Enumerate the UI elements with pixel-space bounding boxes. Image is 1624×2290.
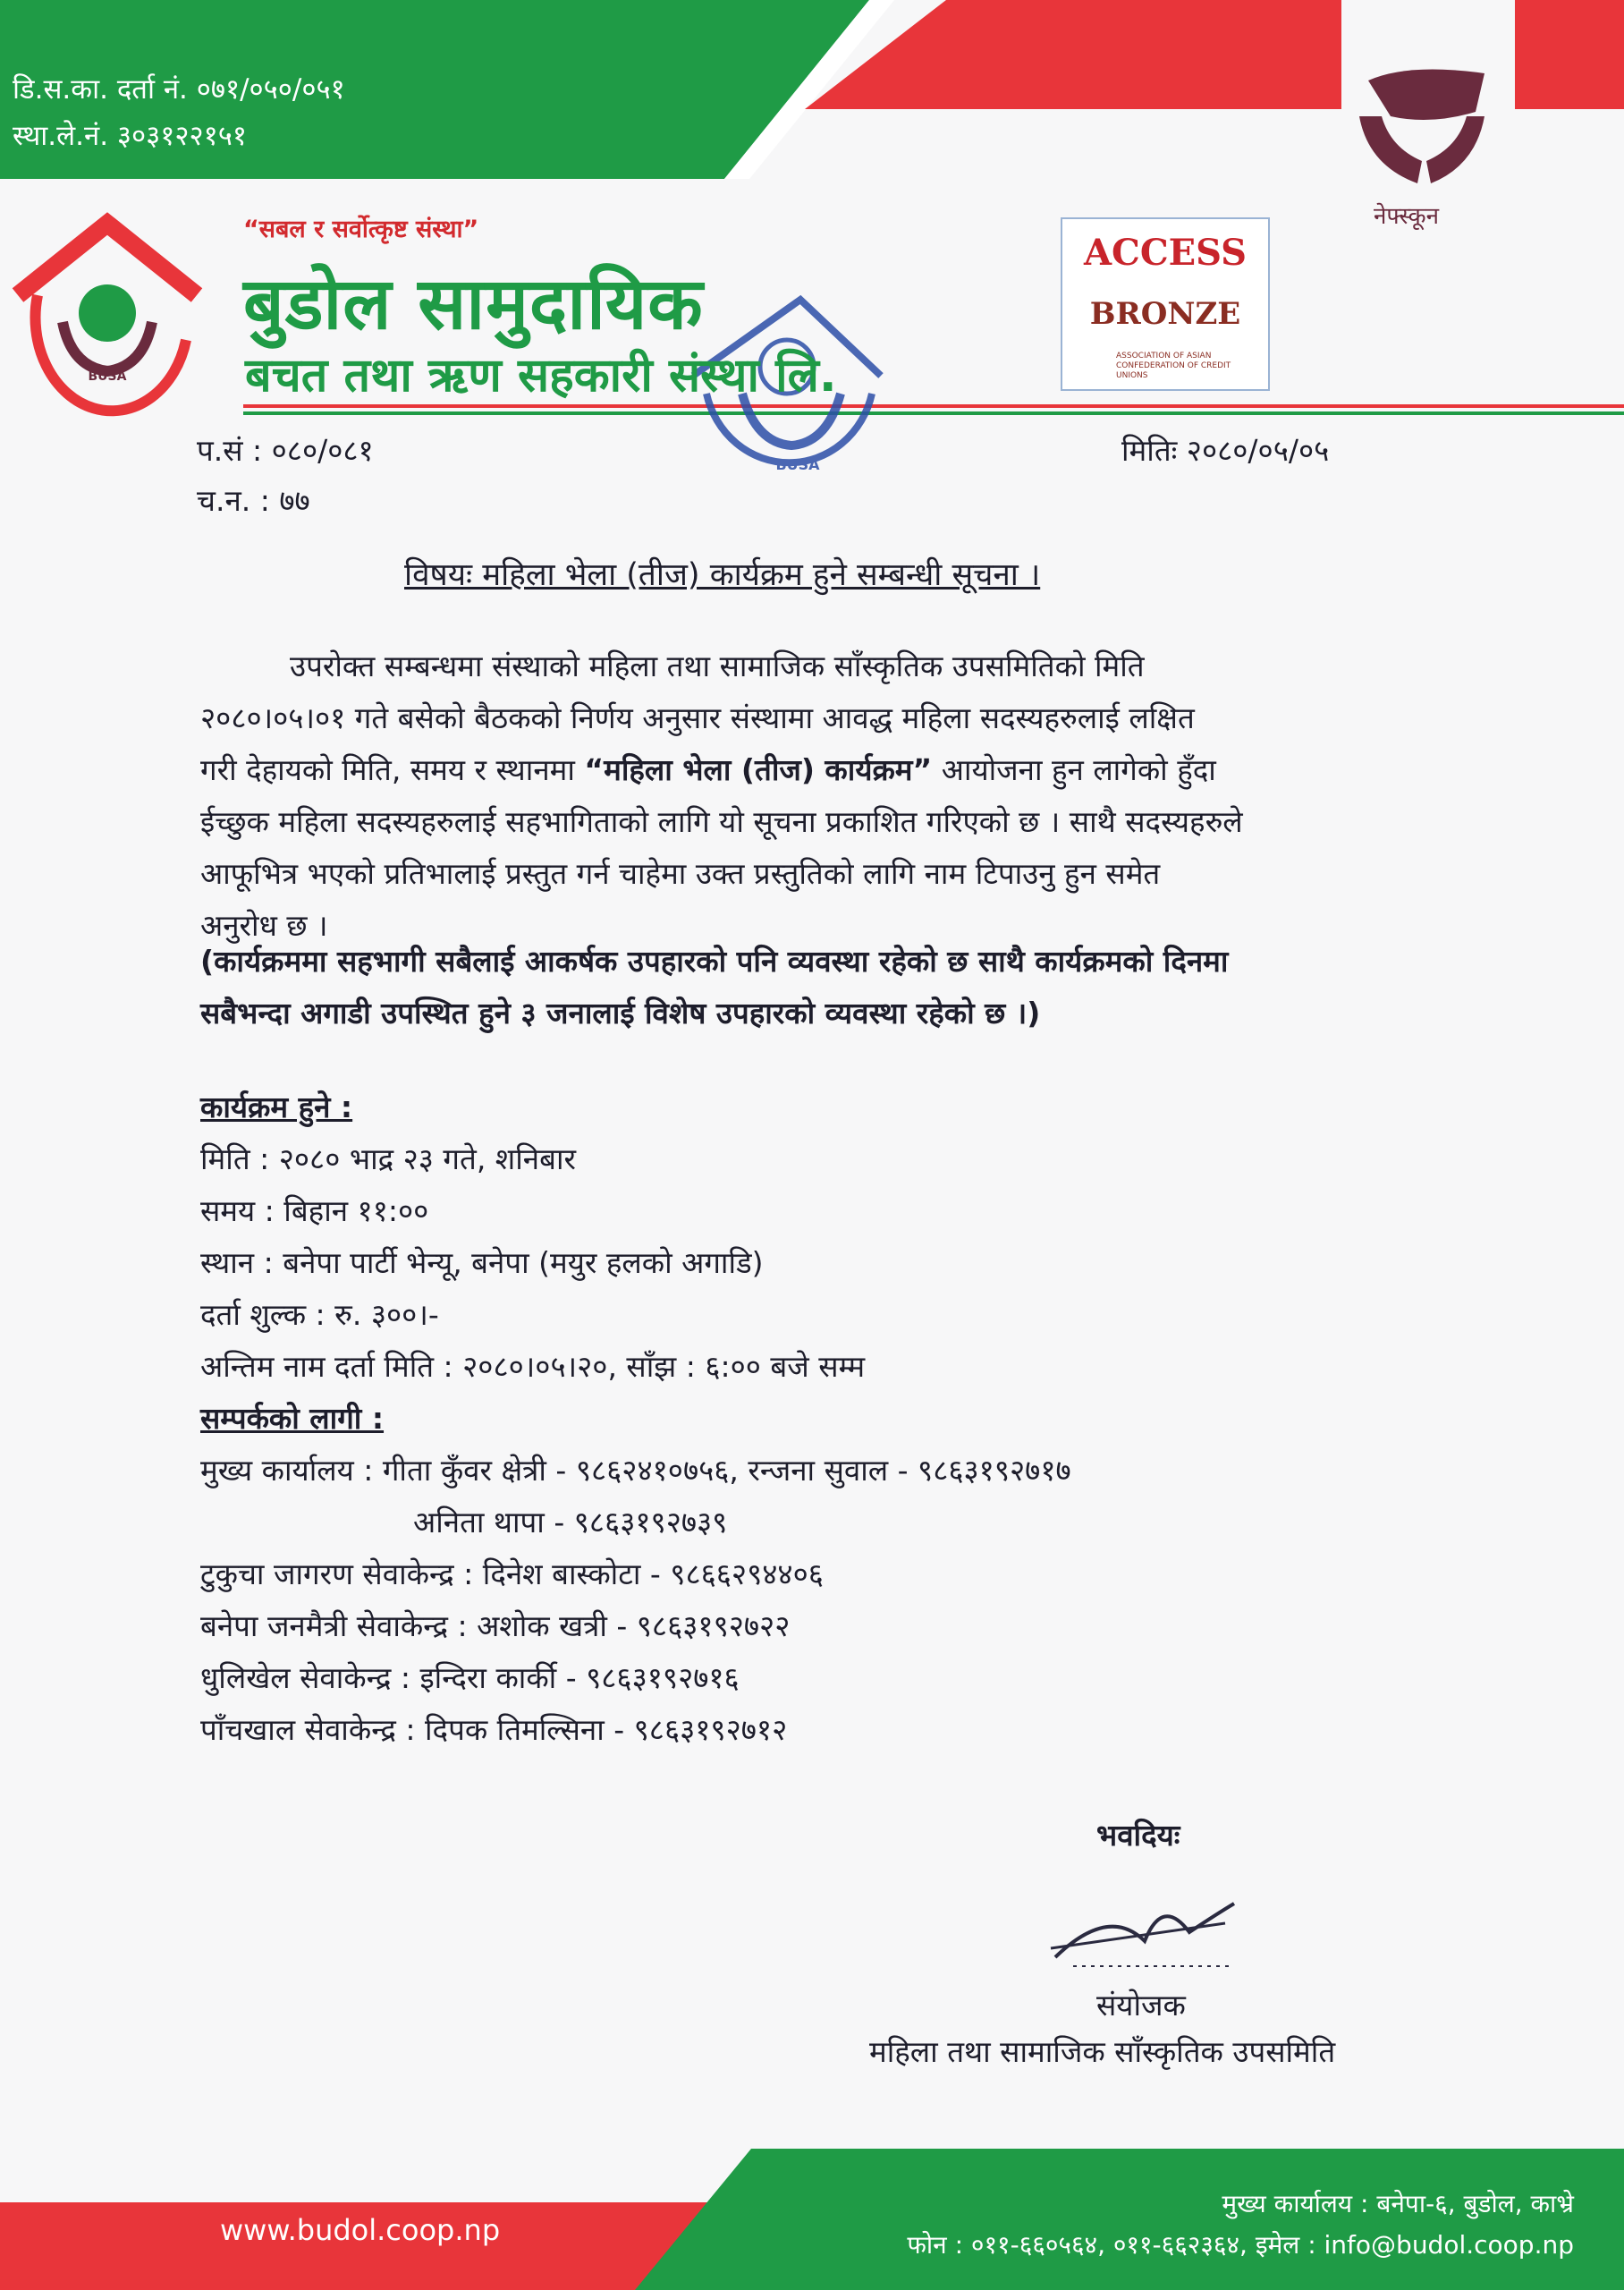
header-red-corner [1515,0,1624,109]
org-name: बुडोल सामुदायिक [243,262,704,345]
event-time: समय : बिहान ११:०० [200,1193,429,1228]
busa-logo-text: BUSA [88,369,127,384]
access-bronze-badge [1061,217,1270,391]
org-subtitle: बचत तथा ऋण सहकारी संस्था लि. [245,349,837,403]
sign-off: भवदियः [1096,1818,1180,1853]
nefscun-label: नेफ्स्कून [1374,203,1440,230]
signatory-title: संयोजक [1096,1988,1186,2023]
body-line-3-b: आयोजना हुन लागेको हुँदा [941,752,1216,787]
contact-heading: सम्पर्कको लागी : [200,1401,385,1436]
event-date: मिति : २०८० भाद्र २३ गते, शनिबार [200,1141,576,1176]
body-line-1-text: उपरोक्त सम्बन्धमा संस्थाको महिला तथा सामाजिक साँस्कृतिक उपसमितिको मिति [290,649,1145,683]
access-level: BRONZE [1089,296,1241,332]
contact-banepa: बनेपा जनमैत्री सेवाकेन्द्र : अशोक खत्री - ९८६३१९२७२२ [200,1608,791,1643]
contact-main-office-2: अनिता थापा - ९८६३१९२७३९ [413,1505,728,1539]
event-fee: दर्ता शुल्क : रु. ३००।- [200,1297,439,1332]
header-red-block [805,0,1341,109]
body-line-5: आफूभित्र भएको प्रतिभालाई प्रस्तुत गर्न चाहेमा उक्त प्रस्तुतिको लागि नाम टिपाउनु हुन समेत [200,856,1161,891]
footer-website[interactable]: www.budol.coop.np [220,2213,501,2247]
busa-logo [18,224,197,411]
bold-note-line-2: सबैभन्दा अगाडी उपस्थित हुने ३ जनालाई विशेष उपहारको व्यवस्था रहेको छ ।) [200,996,1041,1030]
event-deadline: अन्तिम नाम दर्ता मिति : २०८०।०५।२०, साँझ : ६:०० बजे सम्म [200,1349,866,1384]
local-level-number: स्था.ले.नं. ३०३१२२१५१ [13,120,247,152]
contact-panchkhal: पाँचखाल सेवाकेन्द्र : दिपक तिमल्सिना - ९८६३१९२७१२ [200,1712,788,1747]
contact-tukucha: टुकुचा जागरण सेवाकेन्द्र : दिनेश बास्कोटा - ९८६६२९४४०६ [200,1556,824,1591]
signatory-committee: महिला तथा सामाजिक साँस्कृतिक उपसमिति [869,2034,1336,2069]
reference-number: प.सं : ०८०/०८१ [197,433,374,468]
letter-subject: विषयः महिला भेला (तीज) कार्यक्रम हुने सम्बन्धी सूचना । [404,557,1041,593]
footer-address: मुख्य कार्यालय : बनेपा-६, बुडोल, काभ्रे [1222,2189,1574,2218]
access-title: ACCESS [1083,232,1248,274]
body-line-6: अनुरोध छ । [200,908,328,943]
nefscun-logo [1359,70,1484,184]
event-venue: स्थान : बनेपा पार्टी भेन्यू, बनेपा (मयुर हलको अगाडि) [200,1245,764,1280]
signature [1051,1904,1234,1966]
letter-date: मितिः २०८०/०५/०५ [1121,433,1330,468]
body-line-3 [200,744,1425,796]
dispatch-number: च.न. : ७७ [197,483,310,518]
bold-note-line-1: (कार्यक्रममा सहभागी सबैलाई आकर्षक उपहारको पनि व्यवस्था रहेको छ साथै कार्यक्रमको दिनमा [200,944,1229,979]
contact-dhulikhel: धुलिखेल सेवाकेन्द्र : इन्दिरा कार्की - ९८६३१९२७१६ [200,1660,740,1695]
body-line-1 [200,640,1425,692]
stamp-text: BUSA [775,456,820,473]
body-line-3-a: गरी देहायको मिति, समय र स्थानमा [200,752,575,787]
event-heading: कार्यक्रम हुने : [200,1090,353,1124]
body-line-2: २०८०।०५।०१ गते बसेको बैठकको निर्णय अनुसार संस्थामा आवद्ध महिला सदस्यहरुलाई लक्षित [200,700,1195,735]
body-line-3-bold: “महिला भेला (तीज) कार्यक्रम” [584,752,933,787]
body-line-4: ईच्छुक महिला सदस्यहरुलाई सहभागिताको लागि यो सूचना प्रकाशित गरिएको छ । साथै सदस्यहरुले [200,804,1243,839]
tagline: “सबल र सर्वोत्कृष्ट संस्था” [243,216,479,243]
access-small-text: ASSOCIATION OF ASIAN CONFEDERATION OF CREDIT UNIONS [1116,352,1231,380]
registration-number: डि.स.का. दर्ता नं. ०७१/०५०/०५१ [13,73,345,106]
contact-main-office: मुख्य कार्यालय : गीता कुँवर क्षेत्री - ९८६२४१०७५६, रन्जना सुवाल - ९८६३१९२७१७ [200,1453,1071,1488]
footer-contact: फोन : ०११-६६०५६४, ०११-६६२३६४, इमेल : info@budol.coop.np [907,2230,1574,2260]
